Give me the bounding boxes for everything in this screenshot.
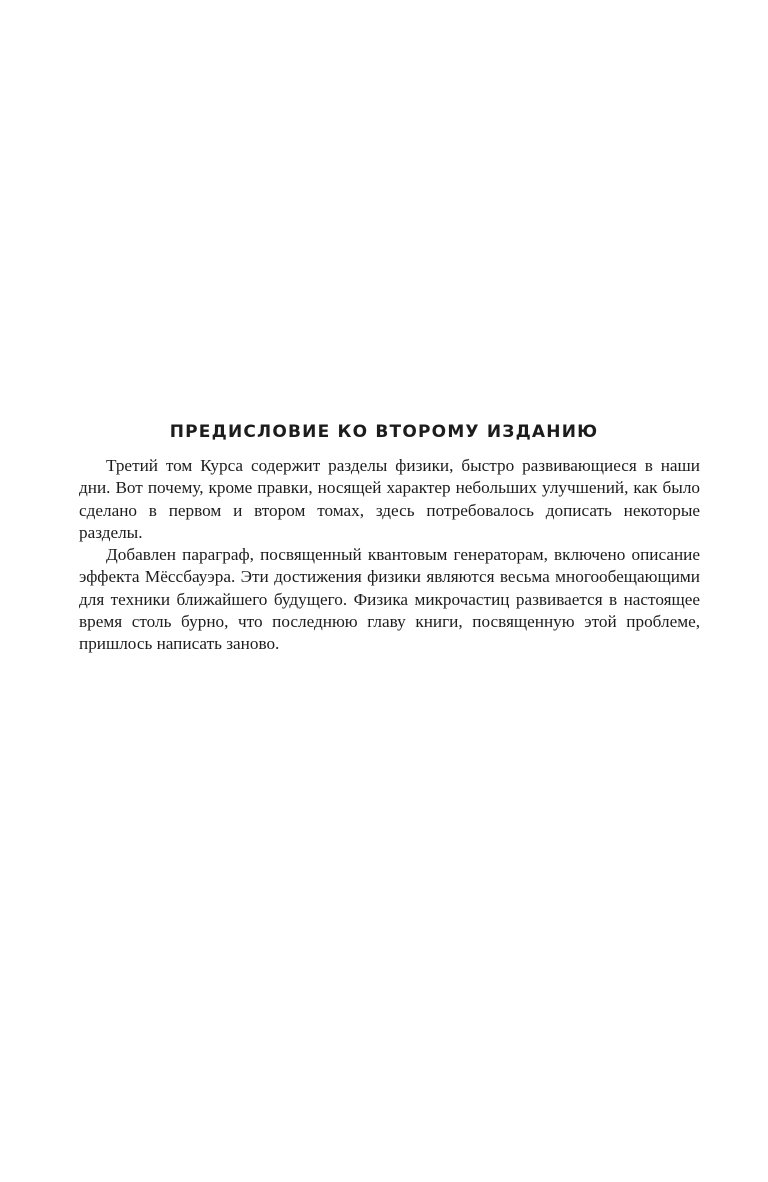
paragraph-1: Третий том Курса содержит разделы физики, быстро развивающиеся в наши дни. Вот почему, кроме правки, носящей характер небольших улучшений, как было сделано в первом и втором томах, здесь потребовалось дописать некоторые разделы. bbox=[79, 456, 700, 542]
paragraph-2: Добавлен параграф, посвященный квантовым генераторам, включено описание эффекта Мёссбауэра. Эти достижения физики являются весьма многообещающими для техники ближайшего будущего. Физика микрочастиц развивается в настоящее время столь бурно, что последнюю главу книги, посвященную этой проблеме, пришлось написать заново. bbox=[79, 545, 700, 654]
preface-body bbox=[79, 455, 700, 656]
page-title: ПРЕДИСЛОВИЕ КО ВТОРОМУ ИЗДАНИЮ bbox=[169, 422, 599, 442]
